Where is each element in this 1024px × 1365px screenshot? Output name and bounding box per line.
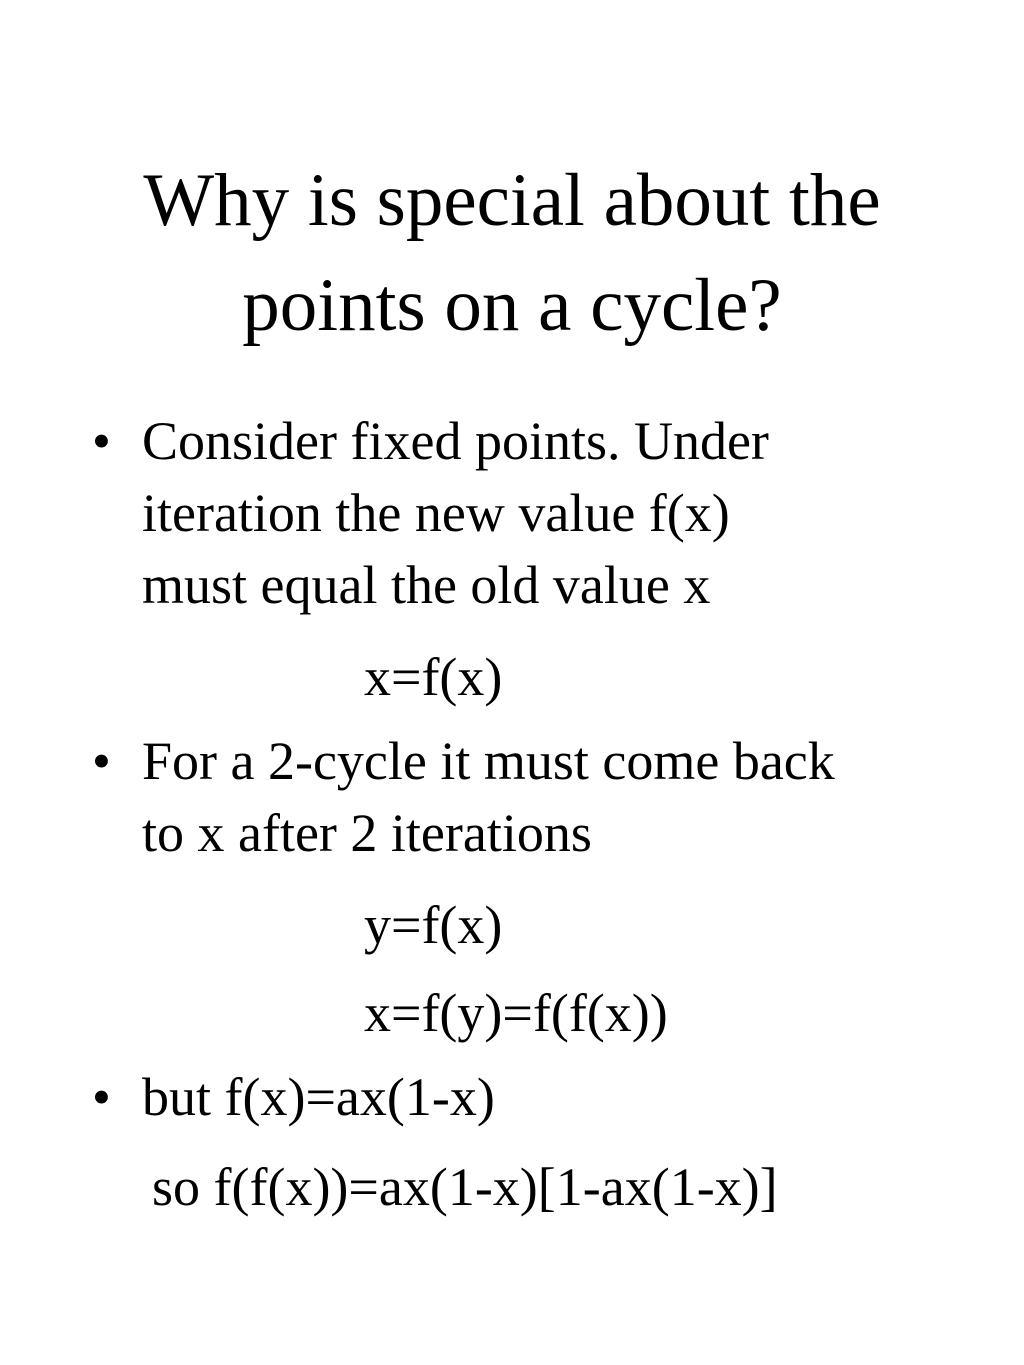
slide-title	[40, 148, 984, 358]
bullet-marker-3: •	[92, 1067, 111, 1127]
equation-x-two-cycle: x=f(y)=f(f(x))	[364, 983, 668, 1043]
bullet-marker-2: •	[92, 731, 111, 791]
bullet-3-continuation: so f(f(x))=ax(1-x)[1-ax(1-x)]	[152, 1157, 778, 1217]
equation-fixed-point: x=f(x)	[364, 647, 503, 707]
bullet-3-line-1: but f(x)=ax(1-x)	[142, 1067, 495, 1127]
bullet-1-line-1: Consider fixed points. Under	[142, 411, 769, 471]
bullet-1-line-2: iteration the new value f(x)	[142, 483, 730, 543]
bullet-2-line-2: to x after 2 iterations	[142, 803, 592, 863]
equation-y: y=f(x)	[364, 895, 503, 955]
title-line-2: points on a cycle?	[242, 264, 782, 347]
bullet-marker-1: •	[92, 411, 111, 471]
title-line-1: Why is special about the	[143, 159, 881, 242]
bullet-2-line-1: For a 2-cycle it must come back	[142, 731, 835, 791]
bullet-1-line-3: must equal the old value x	[142, 555, 711, 615]
